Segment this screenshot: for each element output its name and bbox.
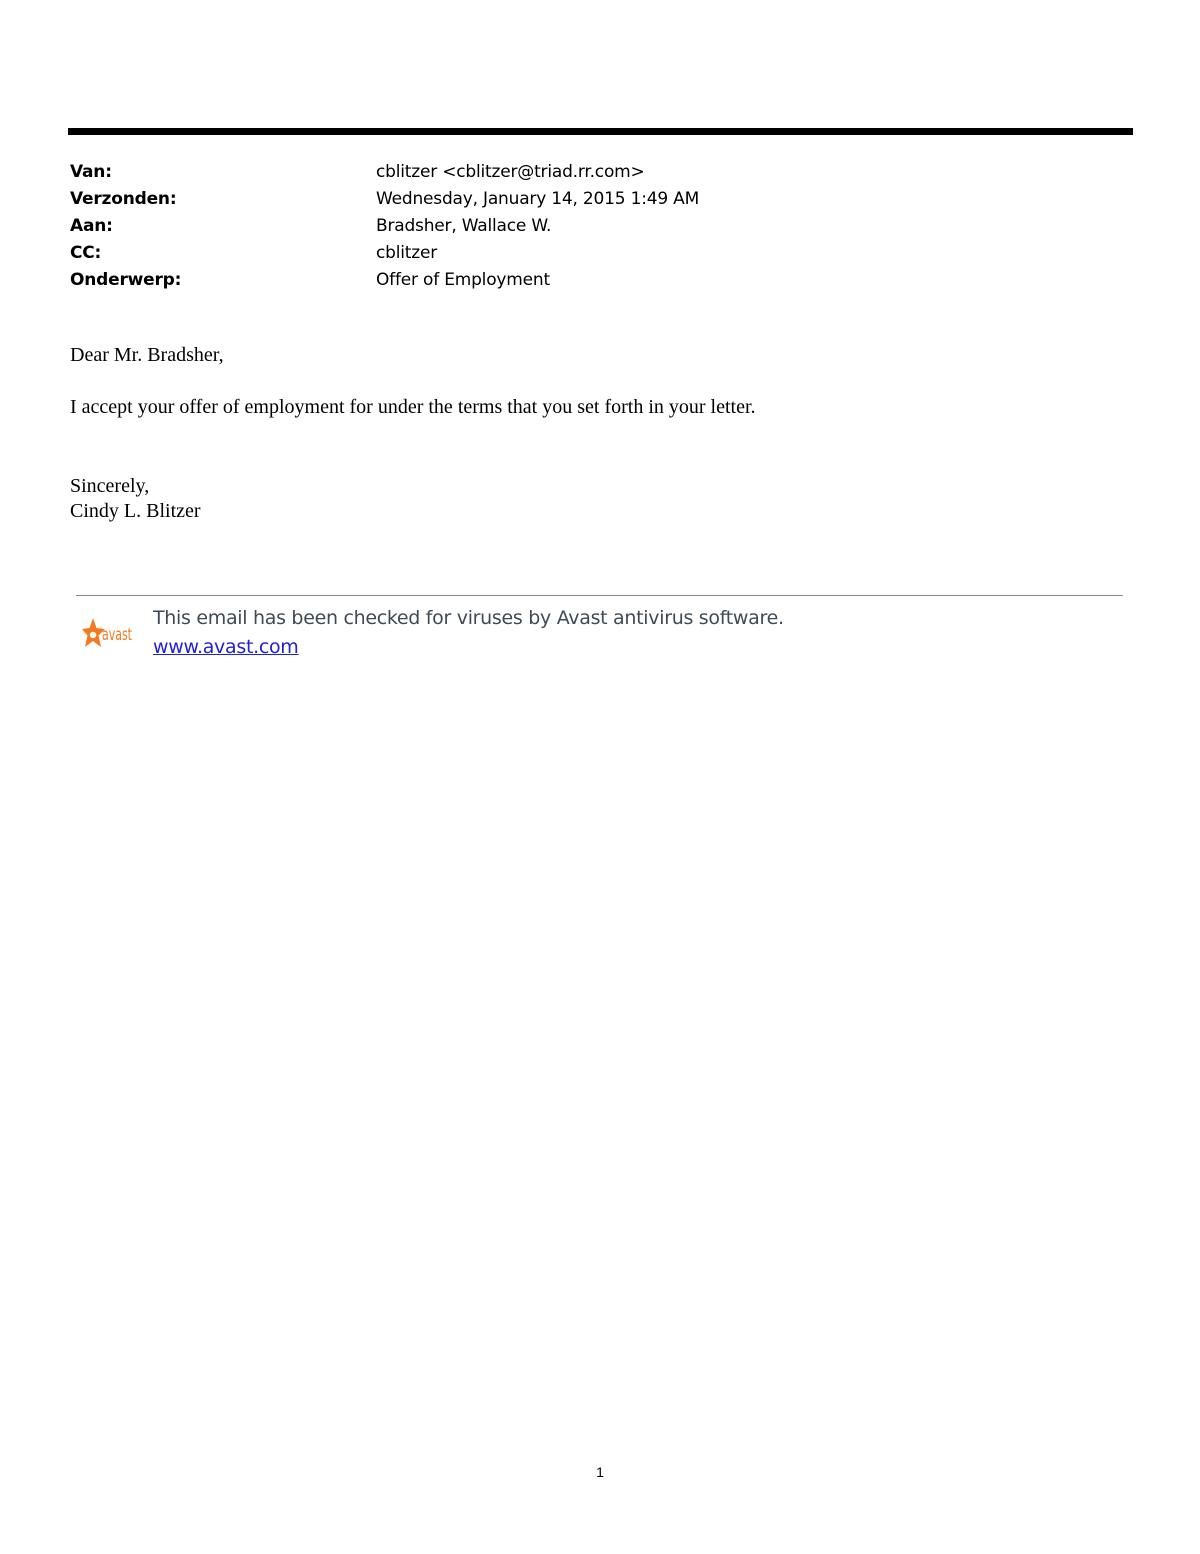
header-value-from: cblitzer <cblitzer@triad.rr.com>: [376, 161, 645, 182]
header-divider: [68, 128, 1133, 135]
page-number: 1: [596, 1464, 604, 1480]
header-row-from: [70, 158, 1130, 185]
header-label-cc: CC:: [70, 242, 102, 263]
email-signature: Cindy L. Blitzer: [70, 500, 201, 522]
avast-link[interactable]: www.avast.com: [153, 636, 299, 658]
header-label-from: Van:: [70, 161, 112, 182]
header-row-cc: [70, 239, 1130, 266]
email-paragraph: I accept your offer of employment for under the terms that you set forth in your letter.: [70, 396, 756, 418]
header-label-subject: Onderwerp:: [70, 269, 182, 290]
header-label-to: Aan:: [70, 215, 113, 236]
header-value-to: Bradsher, Wallace W.: [376, 215, 552, 236]
avast-logo-icon: [80, 610, 136, 654]
email-header: [70, 158, 1130, 293]
antivirus-notice-text: This email has been checked for viruses by Avast antivirus software.: [153, 607, 784, 629]
email-greeting: Dear Mr. Bradsher,: [70, 344, 224, 366]
antivirus-notice: [153, 604, 784, 662]
header-value-subject: Offer of Employment: [376, 269, 550, 290]
header-row-sent: [70, 185, 1130, 212]
svg-text:avast: avast: [102, 625, 132, 645]
header-value-sent: Wednesday, January 14, 2015 1:49 AM: [376, 188, 700, 209]
header-row-subject: [70, 266, 1130, 293]
header-value-cc: cblitzer: [376, 242, 438, 263]
email-closing: Sincerely,: [70, 475, 150, 497]
header-label-sent: Verzonden:: [70, 188, 177, 209]
header-row-to: [70, 212, 1130, 239]
footer-divider: [76, 595, 1123, 596]
